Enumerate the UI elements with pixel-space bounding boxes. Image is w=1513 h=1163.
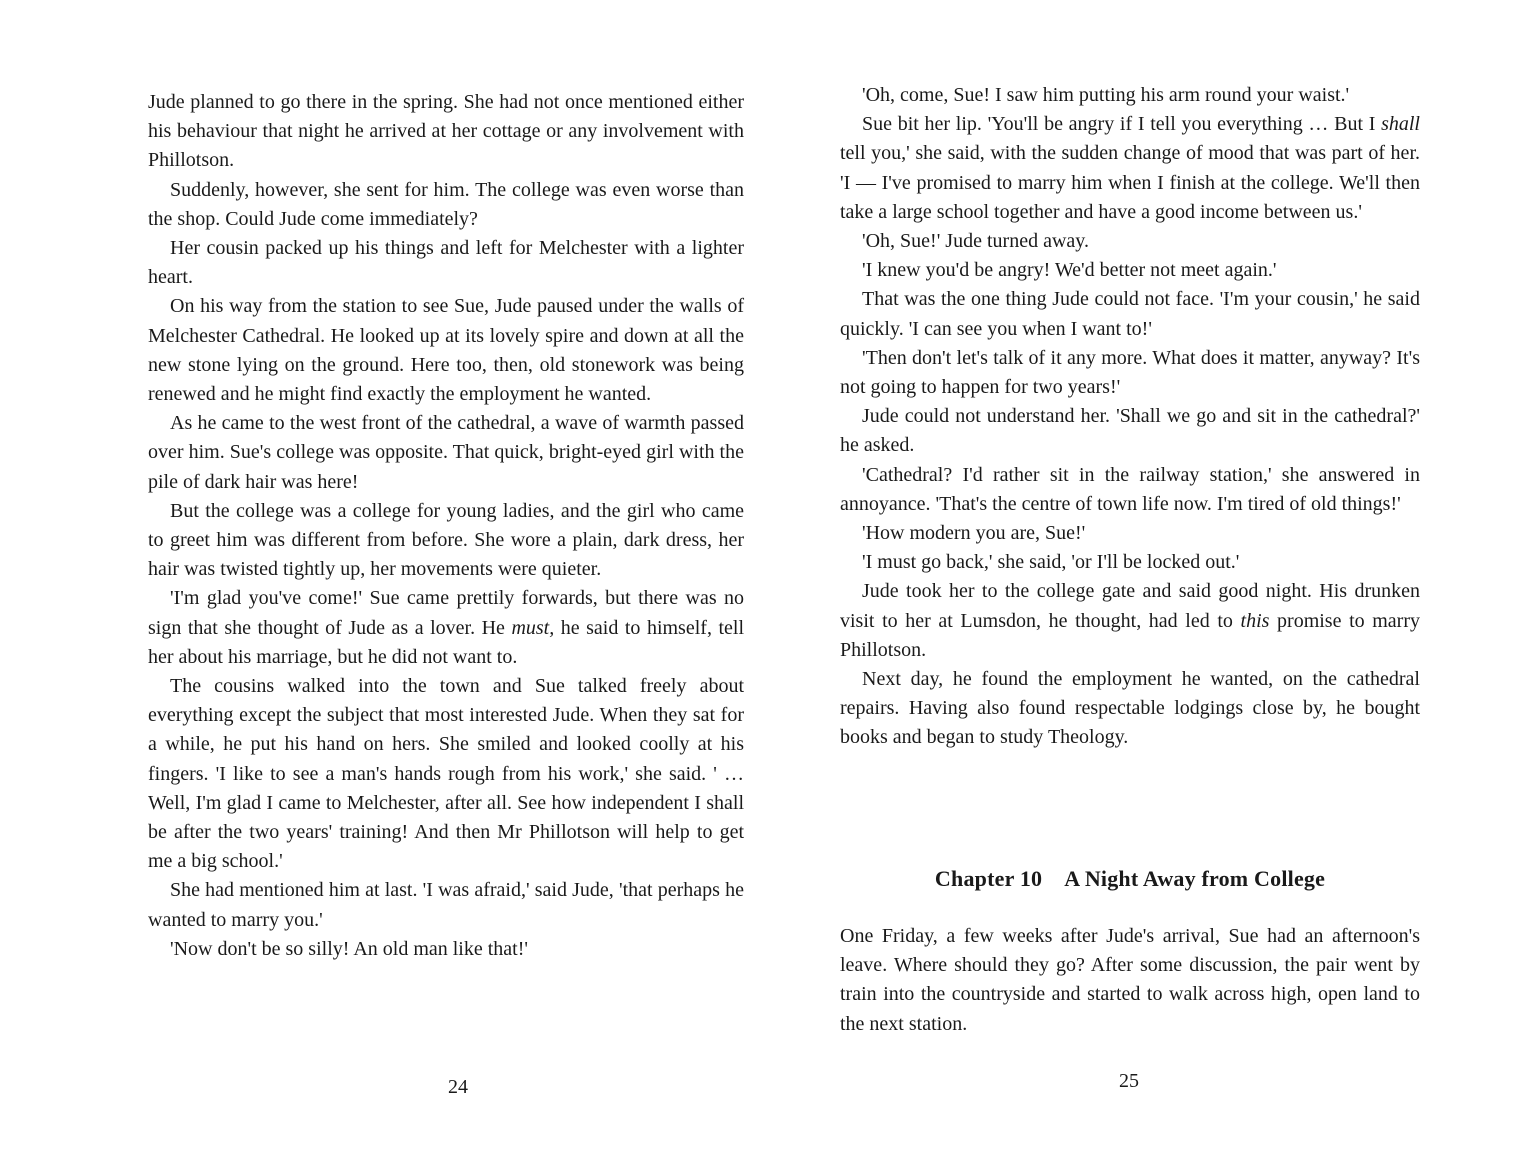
page-number: 25 [1119,1070,1139,1092]
emphasis: this [1240,609,1270,632]
chapter-number: Chapter 10 [934,866,1043,891]
paragraph: She had mentioned him at last. 'I was afraid,' said Jude, 'that perhaps he wanted to marry you.' [148,879,744,931]
text-run: Jude took her to the college gate and said good night. His drunken visit to her at Lumsdon, he thought, had led to [840,580,1420,632]
paragraph: 'Cathedral? I'd rather sit in the railway station,' she answered in annoyance. 'That's the centre of town life now. I'm tired of old things!' [840,463,1420,515]
page-number: 24 [448,1076,468,1098]
text-run: he said to himself, tell her about his marriage, but he did not want to. [148,616,744,668]
paragraph [840,577,1420,665]
paragraph: 'Oh, Sue!' Jude turned away. [862,230,1089,253]
paragraph: Jude planned to go there in the spring. She had not once mentioned either his behaviour that night he arrived at her cottage or any involvement with Phillotson. [148,91,744,172]
left-page-text [148,88,744,964]
paragraph [148,584,744,672]
chapter-heading [840,866,1420,892]
chapter-title: A Night Away from College [1064,866,1326,891]
paragraph: 'How modern you are, Sue!' [862,522,1086,545]
paragraph: That was the one thing Jude could not face. 'I'm your cousin,' he said quickly. 'I can see you when I want to!' [840,288,1420,340]
right-page-text [840,81,1420,753]
paragraph: 'Then don't let's talk of it any more. What does it matter, anyway? It's not going to happen for two years!' [840,346,1420,399]
paragraph: Jude could not understand her. 'Shall we go and sit in the cathedral?' he asked. [840,405,1420,457]
paragraph: Suddenly, however, she sent for him. The college was even worse than the shop. Could Jude come immediately? [148,178,744,230]
paragraph: 'Now don't be so silly! An old man like that!' [170,937,528,960]
text-run: Sue bit her lip. 'You'll be angry if I tell you everything … But I [862,113,1382,136]
paragraph: 'I knew you'd be angry! We'd better not meet again.' [862,259,1277,282]
text-run: tell you,' she said, with the sudden change of mood that was part of her. 'I — I've promised to marry him when I finish at the college. We'll then take a large school together and have a good income between us.' [840,142,1420,223]
emphasis: shall [1381,113,1420,136]
paragraph: 'Oh, come, Sue! I saw him putting his arm round your waist.' [862,84,1350,106]
paragraph: As he came to the west front of the cathedral, a wave of warmth passed over him. Sue's college was opposite. That quick, bright-eyed girl with the pile of dark hair was here! [148,412,744,493]
text-run: 'I'm glad you've come!' Sue came prettily forwards, but there was no sign that she thought of Jude as a lover. He [148,587,744,639]
paragraph: Her cousin packed up his things and left for Melchester with a lighter heart. [148,237,744,289]
emphasis: must, [511,616,555,639]
paragraph: The cousins walked into the town and Sue talked freely about everything except the subject that most interested Jude. When they sat for a while, he put his hand on hers. She smiled and looked coolly at his fingers. 'I like to see a man's hands rough from his work,' she said. ' … Well, I'm glad I came to Melchester, after all. See how independent I shall be after the two years' training! And then Mr Phillotson will help to get me a big school.' [148,675,744,873]
chapter-text [840,922,1420,1039]
paragraph: 'I must go back,' she said, 'or I'll be locked out.' [862,551,1240,574]
paragraph: One Friday, a few weeks after Jude's arrival, Sue had an afternoon's leave. Where should they go? After some discussion, the pair went by train into the countryside and started to walk across high, open land to the next station. [840,925,1420,1035]
text-run: promise to marry Phillotson. [840,609,1420,661]
paragraph: On his way from the station to see Sue, Jude paused under the walls of Melchester Cathedral. He looked up at its lovely spire and down at all the new stone lying on the ground. Here too, then, old stonework was being renewed and he might find exactly the employment he wanted. [148,295,744,406]
paragraph: But the college was a college for young ladies, and the girl who came to greet him was different from before. She wore a plain, dark dress, her hair was twisted tightly up, her movements were quieter. [148,499,744,581]
paragraph: Next day, he found the employment he wanted, on the cathedral repairs. Having also found respectable lodgings close by, he bought books and began to study Theology. [840,668,1420,749]
paragraph [840,110,1420,227]
